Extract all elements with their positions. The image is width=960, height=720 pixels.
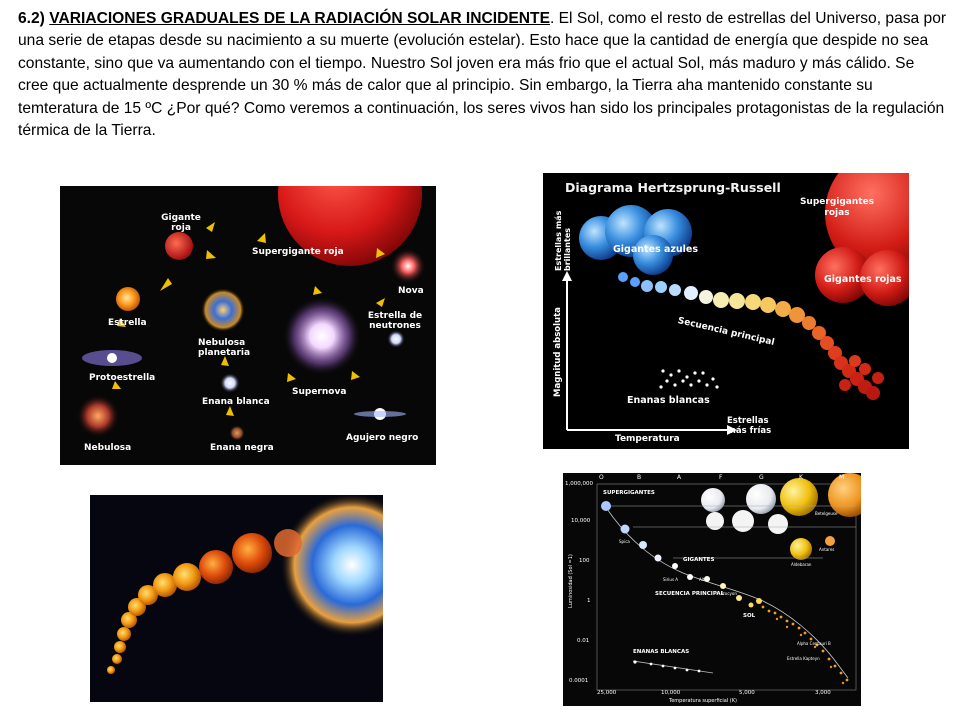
hr-label-brillantes: Estrellas más brillantes — [554, 210, 572, 271]
hr-label-gigantes-azules: Gigantes azules — [613, 244, 699, 255]
star-altair: Altair — [699, 577, 710, 582]
hr-title: Diagrama Hertzsprung-Russell — [565, 180, 781, 195]
hr-detailed-image — [563, 473, 861, 706]
star-alpha-centauri: Alpha Centauri B — [797, 641, 831, 646]
hr2-xtick-0: 25,000 — [597, 690, 617, 696]
hr-label-temperatura: Temperatura — [615, 434, 680, 444]
star-antares: Antares — [819, 547, 835, 552]
hr-y-arrow — [562, 271, 572, 281]
spectral-m: M — [839, 474, 845, 481]
hr2-label-gigantes: GIGANTES — [683, 557, 715, 563]
sun-evolution-image — [90, 495, 383, 702]
sun-evolution-art — [90, 495, 383, 702]
hr-detailed-art — [563, 473, 861, 706]
hr-label-secuencia: Secuencia principal — [676, 316, 776, 348]
star-aldebaran: Aldebaran — [791, 562, 812, 567]
hr2-xtick-2: 5,000 — [739, 690, 755, 696]
hr2-label-supergigantes: SUPERGIGANTES — [603, 490, 655, 496]
hr-label-frias: Estrellas más frías — [727, 416, 772, 436]
section-heading — [18, 10, 550, 27]
hr2-ytick-5: 0.0001 — [569, 678, 589, 684]
hr-label-magnitud: Magnitud absoluta — [553, 307, 563, 397]
hr2-xtick-1: 10,000 — [661, 690, 681, 696]
evo-label-nebulosa-planetaria: Nebulosa planetaria — [198, 338, 251, 358]
evo-label-enana-negra: Enana negra — [210, 443, 274, 453]
spectral-k: K — [799, 474, 803, 481]
spectral-a: A — [677, 474, 682, 481]
evo-label-protoestrella: Protoestrella — [89, 373, 156, 383]
evo-label-estrella: Estrella — [108, 318, 147, 328]
hr2-label-sol: SOL — [743, 613, 756, 619]
evo-label-nova: Nova — [398, 286, 424, 296]
hr-label-enanas-blancas: Enanas blancas — [627, 395, 710, 406]
stellar-evolution-image — [60, 186, 436, 465]
hr2-ytick-3: 1 — [587, 598, 591, 604]
evo-label-supernova: Supernova — [292, 387, 347, 397]
spectral-o: O — [599, 474, 604, 481]
section-title: VARIACIONES GRADUALES DE LA RADIACIÓN SOLAR INCIDENTE — [49, 10, 550, 27]
hr2-xtick-3: 3,000 — [815, 690, 831, 696]
hr2-spectral-row — [597, 474, 856, 483]
star-sirius: Sirius A — [663, 577, 679, 582]
hr-label-supergigantes: Supergigantes rojas — [799, 197, 875, 218]
hr2-ytick-0: 1,000,000 — [565, 481, 593, 487]
hr-diagram-image — [543, 173, 909, 449]
evo-label-agujero-negro: Agujero negro — [346, 433, 419, 443]
hr2-label-secuencia: SECUENCIA PRINCIPAL — [655, 591, 725, 597]
section-number: 6.2) — [18, 10, 45, 27]
star-betelgeuse: Betelgeuse — [815, 511, 838, 516]
hr2-ytick-4: 0.01 — [577, 638, 590, 644]
hr-label-gigantes-rojas: Gigantes rojas — [824, 274, 902, 285]
hr2-ytick-2: 100 — [579, 558, 590, 564]
star-procyon: Procyon — [721, 591, 737, 596]
white-dwarf-dots — [659, 369, 718, 388]
evo-label-nebulosa: Nebulosa — [84, 443, 132, 453]
hr2-y-axis-label: Luminosidad (Sol =1) — [568, 554, 574, 608]
star-spica: Spica — [619, 539, 630, 544]
hr2-label-enanas: ENANAS BLANCAS — [633, 649, 690, 655]
spectral-g: G — [759, 474, 764, 481]
hr2-x-axis-label: Temperatura superficial (K) — [669, 698, 737, 704]
spectral-b: B — [637, 474, 642, 481]
evo-label-enana-blanca: Enana blanca — [202, 397, 270, 407]
evo-label-supergigante-roja: Supergigante roja — [252, 247, 344, 257]
star-kapteyn: Estrella Kapteyn — [787, 656, 820, 661]
hr2-ytick-1: 10,000 — [571, 518, 591, 524]
body-text: . El Sol, como el resto de estrellas del Universo, pasa por una serie de etapas desde su nacimiento a su muerte (evolución estelar). Esto hace que la cantidad de energía que despide no sea constante, sino que va aumentando con el tiempo. Nuestro Sol joven era más frio que el actual Sol, más maduro y más cálido. Se cree que actualmente desprende un 30 % más de calor que al principio. Sin embargo, la Tierra aha mantenido constante su temteratura de 15 ºC ¿Por qué? Como veremos a continuación, los seres vivos han sido los principales protagonistas de la regulación térmica de la Tierra. — [18, 10, 947, 140]
spectral-f: F — [719, 474, 723, 481]
intro-paragraph — [18, 8, 948, 142]
evo-label-estrella-neutrones: Estrella de neutrones — [367, 311, 423, 331]
evo-label-gigante-roja: Gigante roja — [161, 213, 201, 233]
